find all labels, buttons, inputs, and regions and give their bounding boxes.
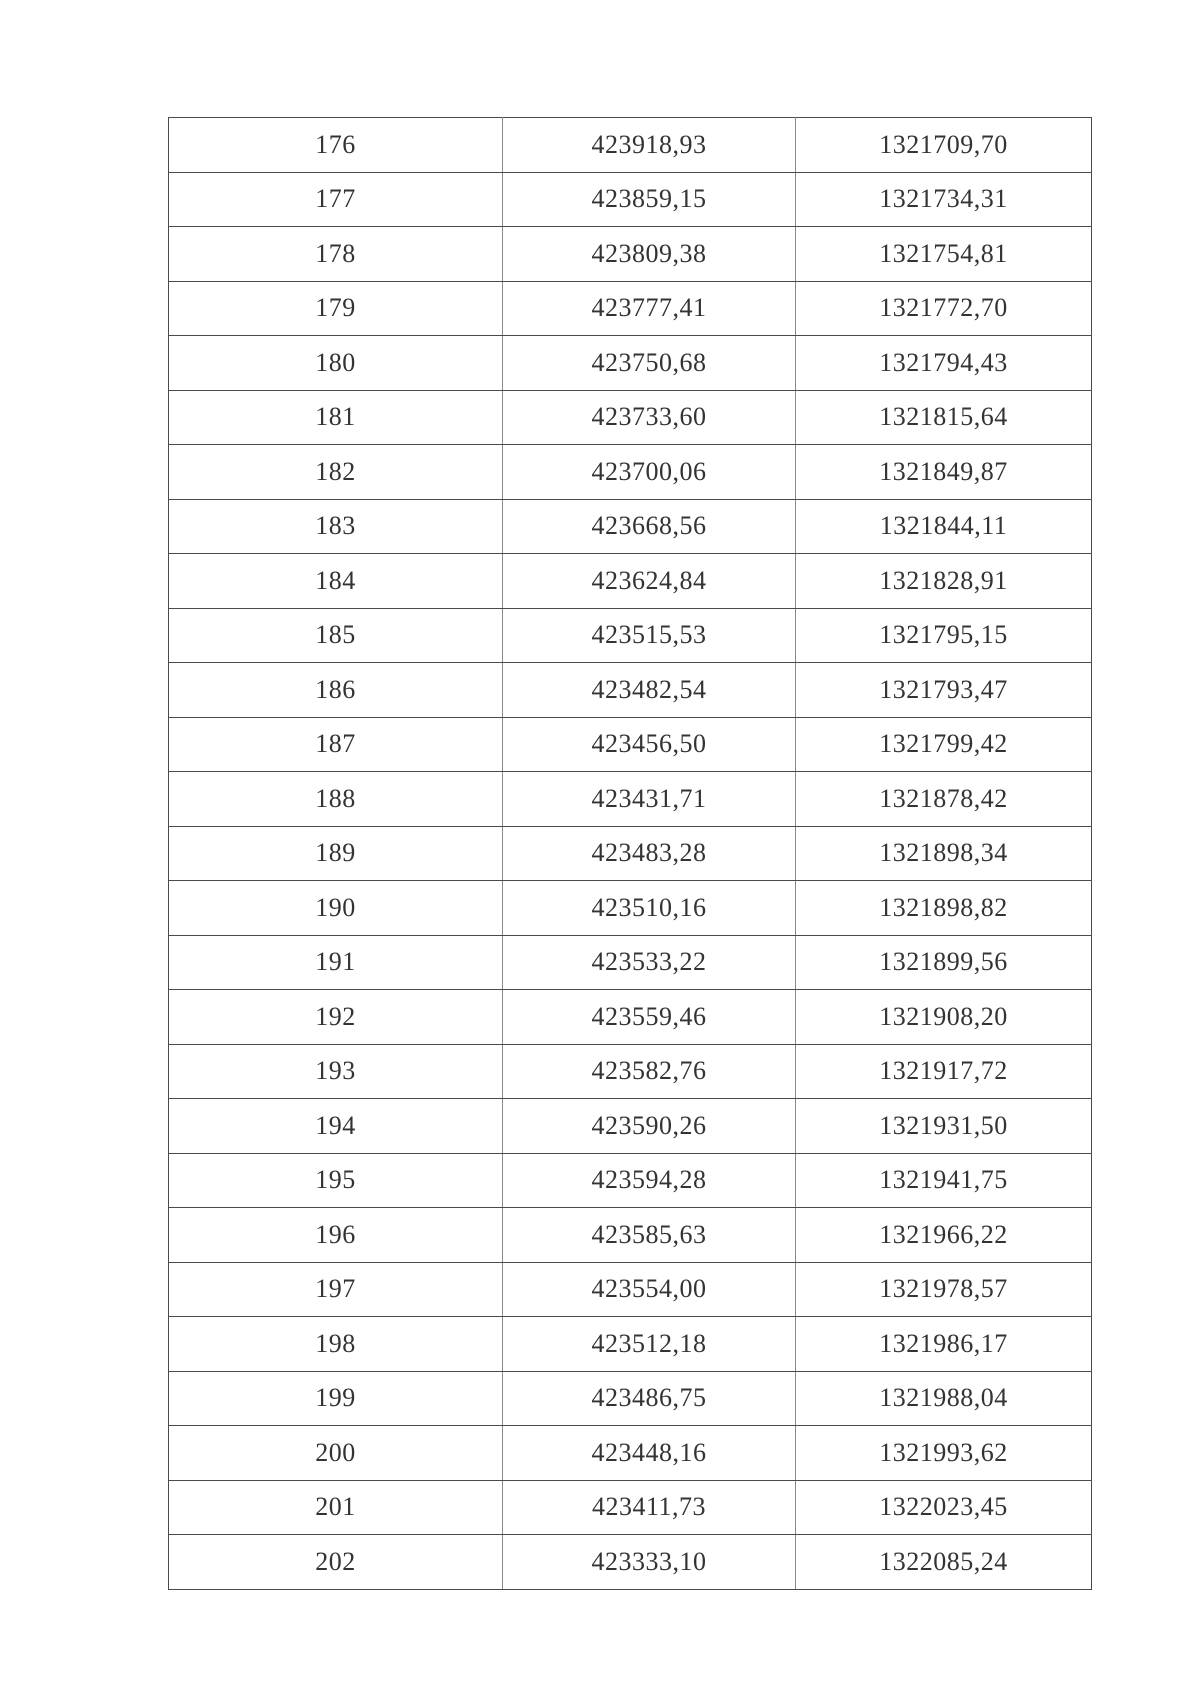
x-coordinate-cell: 423750,68 bbox=[503, 336, 796, 391]
y-coordinate-cell: 1321795,15 bbox=[796, 608, 1092, 663]
point-number-cell: 178 bbox=[169, 227, 503, 282]
y-coordinate-cell: 1321828,91 bbox=[796, 554, 1092, 609]
point-number-cell: 190 bbox=[169, 881, 503, 936]
point-number-cell: 188 bbox=[169, 772, 503, 827]
table-row bbox=[169, 1044, 1092, 1099]
y-coordinate-cell: 1321734,31 bbox=[796, 172, 1092, 227]
y-coordinate-cell: 1321799,42 bbox=[796, 717, 1092, 772]
point-number-cell: 184 bbox=[169, 554, 503, 609]
x-coordinate-cell: 423510,16 bbox=[503, 881, 796, 936]
table-row bbox=[169, 1371, 1092, 1426]
y-coordinate-cell: 1321978,57 bbox=[796, 1262, 1092, 1317]
table-row bbox=[169, 227, 1092, 282]
y-coordinate-cell: 1321898,34 bbox=[796, 826, 1092, 881]
table-row bbox=[169, 663, 1092, 718]
point-number-cell: 191 bbox=[169, 935, 503, 990]
point-number-cell: 198 bbox=[169, 1317, 503, 1372]
x-coordinate-cell: 423483,28 bbox=[503, 826, 796, 881]
y-coordinate-cell: 1321754,81 bbox=[796, 227, 1092, 282]
point-number-cell: 186 bbox=[169, 663, 503, 718]
x-coordinate-cell: 423859,15 bbox=[503, 172, 796, 227]
table-row bbox=[169, 390, 1092, 445]
point-number-cell: 183 bbox=[169, 499, 503, 554]
y-coordinate-cell: 1321988,04 bbox=[796, 1371, 1092, 1426]
y-coordinate-cell: 1321917,72 bbox=[796, 1044, 1092, 1099]
table-row bbox=[169, 172, 1092, 227]
table-row bbox=[169, 990, 1092, 1045]
point-number-cell: 201 bbox=[169, 1480, 503, 1535]
point-number-cell: 196 bbox=[169, 1208, 503, 1263]
x-coordinate-cell: 423585,63 bbox=[503, 1208, 796, 1263]
y-coordinate-cell: 1321898,82 bbox=[796, 881, 1092, 936]
y-coordinate-cell: 1321815,64 bbox=[796, 390, 1092, 445]
table-row bbox=[169, 1208, 1092, 1263]
x-coordinate-cell: 423431,71 bbox=[503, 772, 796, 827]
coordinates-table bbox=[168, 117, 1092, 1590]
point-number-cell: 185 bbox=[169, 608, 503, 663]
table-row bbox=[169, 717, 1092, 772]
y-coordinate-cell: 1321844,11 bbox=[796, 499, 1092, 554]
point-number-cell: 187 bbox=[169, 717, 503, 772]
y-coordinate-cell: 1321899,56 bbox=[796, 935, 1092, 990]
y-coordinate-cell: 1322023,45 bbox=[796, 1480, 1092, 1535]
table-row bbox=[169, 1426, 1092, 1481]
point-number-cell: 182 bbox=[169, 445, 503, 500]
y-coordinate-cell: 1321986,17 bbox=[796, 1317, 1092, 1372]
x-coordinate-cell: 423486,75 bbox=[503, 1371, 796, 1426]
point-number-cell: 195 bbox=[169, 1153, 503, 1208]
table-row bbox=[169, 118, 1092, 173]
y-coordinate-cell: 1321849,87 bbox=[796, 445, 1092, 500]
point-number-cell: 177 bbox=[169, 172, 503, 227]
point-number-cell: 180 bbox=[169, 336, 503, 391]
table-row bbox=[169, 881, 1092, 936]
table-row bbox=[169, 1480, 1092, 1535]
x-coordinate-cell: 423582,76 bbox=[503, 1044, 796, 1099]
table-row bbox=[169, 935, 1092, 990]
x-coordinate-cell: 423456,50 bbox=[503, 717, 796, 772]
point-number-cell: 200 bbox=[169, 1426, 503, 1481]
table-row bbox=[169, 281, 1092, 336]
table-row bbox=[169, 499, 1092, 554]
x-coordinate-cell: 423448,16 bbox=[503, 1426, 796, 1481]
y-coordinate-cell: 1321966,22 bbox=[796, 1208, 1092, 1263]
x-coordinate-cell: 423624,84 bbox=[503, 554, 796, 609]
point-number-cell: 179 bbox=[169, 281, 503, 336]
table-row bbox=[169, 826, 1092, 881]
y-coordinate-cell: 1321908,20 bbox=[796, 990, 1092, 1045]
y-coordinate-cell: 1321878,42 bbox=[796, 772, 1092, 827]
point-number-cell: 194 bbox=[169, 1099, 503, 1154]
point-number-cell: 181 bbox=[169, 390, 503, 445]
table-row bbox=[169, 1262, 1092, 1317]
x-coordinate-cell: 423700,06 bbox=[503, 445, 796, 500]
y-coordinate-cell: 1321709,70 bbox=[796, 118, 1092, 173]
table-row bbox=[169, 1153, 1092, 1208]
table-row bbox=[169, 608, 1092, 663]
x-coordinate-cell: 423482,54 bbox=[503, 663, 796, 718]
table-row bbox=[169, 336, 1092, 391]
table-row bbox=[169, 1317, 1092, 1372]
y-coordinate-cell: 1321772,70 bbox=[796, 281, 1092, 336]
x-coordinate-cell: 423512,18 bbox=[503, 1317, 796, 1372]
x-coordinate-cell: 423733,60 bbox=[503, 390, 796, 445]
x-coordinate-cell: 423590,26 bbox=[503, 1099, 796, 1154]
y-coordinate-cell: 1321793,47 bbox=[796, 663, 1092, 718]
point-number-cell: 199 bbox=[169, 1371, 503, 1426]
y-coordinate-cell: 1321931,50 bbox=[796, 1099, 1092, 1154]
point-number-cell: 189 bbox=[169, 826, 503, 881]
coordinates-table-body bbox=[169, 118, 1092, 1590]
x-coordinate-cell: 423594,28 bbox=[503, 1153, 796, 1208]
point-number-cell: 192 bbox=[169, 990, 503, 1045]
x-coordinate-cell: 423668,56 bbox=[503, 499, 796, 554]
x-coordinate-cell: 423533,22 bbox=[503, 935, 796, 990]
x-coordinate-cell: 423333,10 bbox=[503, 1535, 796, 1590]
point-number-cell: 176 bbox=[169, 118, 503, 173]
point-number-cell: 193 bbox=[169, 1044, 503, 1099]
table-row bbox=[169, 1099, 1092, 1154]
table-row bbox=[169, 1535, 1092, 1590]
point-number-cell: 197 bbox=[169, 1262, 503, 1317]
x-coordinate-cell: 423515,53 bbox=[503, 608, 796, 663]
y-coordinate-cell: 1321941,75 bbox=[796, 1153, 1092, 1208]
y-coordinate-cell: 1322085,24 bbox=[796, 1535, 1092, 1590]
y-coordinate-cell: 1321993,62 bbox=[796, 1426, 1092, 1481]
x-coordinate-cell: 423559,46 bbox=[503, 990, 796, 1045]
y-coordinate-cell: 1321794,43 bbox=[796, 336, 1092, 391]
point-number-cell: 202 bbox=[169, 1535, 503, 1590]
table-row bbox=[169, 772, 1092, 827]
x-coordinate-cell: 423411,73 bbox=[503, 1480, 796, 1535]
x-coordinate-cell: 423554,00 bbox=[503, 1262, 796, 1317]
x-coordinate-cell: 423777,41 bbox=[503, 281, 796, 336]
x-coordinate-cell: 423918,93 bbox=[503, 118, 796, 173]
table-row bbox=[169, 554, 1092, 609]
table-row bbox=[169, 445, 1092, 500]
x-coordinate-cell: 423809,38 bbox=[503, 227, 796, 282]
